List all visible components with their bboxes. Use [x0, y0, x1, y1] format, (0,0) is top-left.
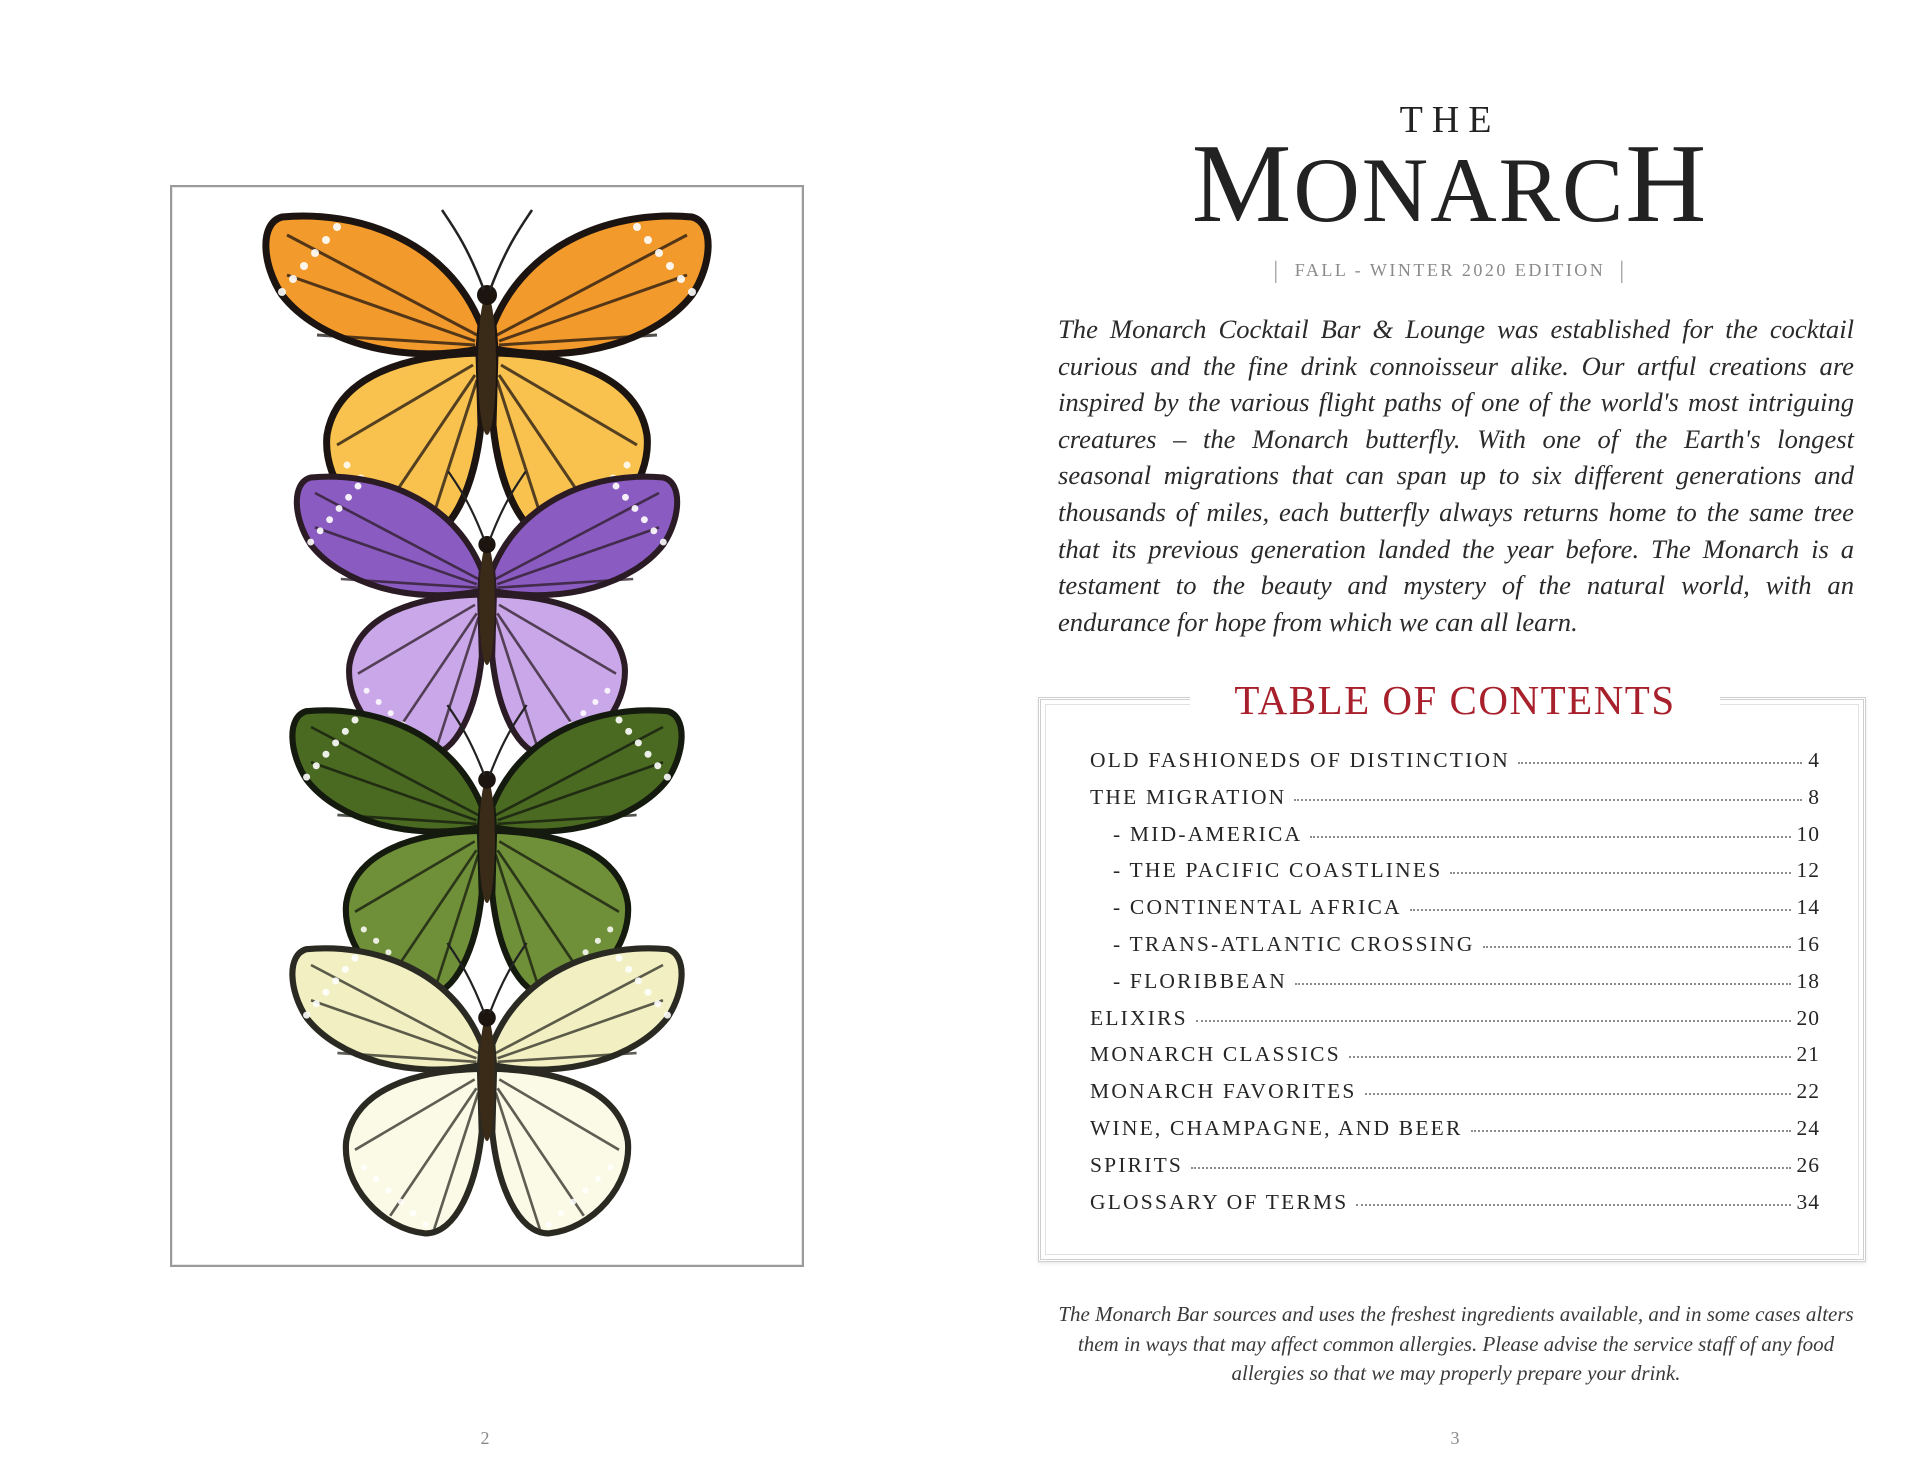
title-monarch [1080, 122, 1820, 246]
toc-entry [1090, 1006, 1820, 1043]
toc-entry-page: 10 [1796, 821, 1820, 846]
toc-entry [1090, 895, 1820, 932]
divider-bar-left: | [1273, 258, 1281, 284]
toc-entry-page: 8 [1808, 784, 1820, 809]
toc-entry [1090, 822, 1820, 859]
toc-dot-leader [1310, 836, 1790, 838]
toc-entry-label: OLD FASHIONEDS OF DISTINCTION [1090, 748, 1510, 772]
toc-entry [1090, 858, 1820, 895]
title-last-letter: H [1625, 122, 1709, 246]
toc-entry [1090, 1042, 1820, 1079]
toc-entry [1090, 1116, 1820, 1153]
title-middle: ONARC [1293, 139, 1626, 241]
toc-dot-leader [1356, 1204, 1790, 1206]
toc-dot-leader [1483, 946, 1791, 948]
toc-entry-label: MONARCH FAVORITES [1090, 1079, 1357, 1104]
toc-dot-leader [1294, 799, 1802, 801]
toc-entry-label: - CONTINENTAL AFRICA [1113, 895, 1402, 920]
butterfly-illustration [172, 187, 802, 1265]
toc-entry-page: 26 [1796, 1152, 1820, 1177]
toc-title: TABLE OF CONTENTS [1190, 676, 1720, 724]
butterfly-plate [170, 185, 804, 1267]
toc-dot-leader [1518, 762, 1802, 764]
toc-entry-page: 12 [1796, 858, 1820, 883]
toc-entry [1090, 1153, 1820, 1190]
toc-entry-page: 22 [1796, 1079, 1820, 1104]
toc-entry-label: - MID-AMERICA [1113, 821, 1303, 846]
toc-entry-label: THE MIGRATION [1090, 784, 1287, 809]
toc-entry-page: 20 [1796, 1005, 1820, 1030]
toc-entry-page: 4 [1808, 748, 1820, 772]
toc-dot-leader [1349, 1056, 1791, 1058]
divider-bar-right: | [1619, 258, 1627, 284]
toc-entry-label: MONARCH CLASSICS [1090, 1042, 1341, 1067]
edition-text: FALL - WINTER 2020 EDITION [1294, 260, 1606, 280]
left-page-number: 2 [480, 1428, 490, 1448]
toc-entry [1090, 748, 1820, 785]
title-the: THE [1399, 99, 1501, 141]
toc-entry-page: 14 [1796, 895, 1820, 920]
toc-dot-leader [1471, 1130, 1791, 1132]
toc-dot-leader [1295, 983, 1791, 985]
allergy-footnote: The Monarch Bar sources and uses the freshest ingredients available, and in some cases alters them in ways that may affect common allergies. Please advise the service staff of any food allergies so that we may properly prepare your drink. [1058, 1302, 1854, 1385]
toc-entry [1090, 785, 1820, 822]
toc-entry-page: 18 [1796, 968, 1820, 993]
toc-entry [1090, 969, 1820, 1006]
toc-entry [1090, 1079, 1820, 1116]
toc-entry-label: SPIRITS [1090, 1152, 1184, 1177]
toc-entry-label: ELIXIRS [1090, 1005, 1188, 1030]
edition-line [1140, 258, 1760, 285]
toc-entry-label: - TRANS-ATLANTIC CROSSING [1113, 931, 1475, 956]
toc-entry-page: 16 [1796, 931, 1820, 956]
toc-entry-label: GLOSSARY OF TERMS [1090, 1189, 1349, 1214]
toc-dot-leader [1450, 872, 1790, 874]
toc-entry [1090, 1190, 1820, 1227]
toc-entry-page: 34 [1796, 1189, 1820, 1214]
toc-list [1090, 748, 1820, 1226]
toc-entry-label: WINE, CHAMPAGNE, AND BEER [1090, 1115, 1463, 1140]
toc-entry [1090, 932, 1820, 969]
pale-white-butterfly [292, 943, 681, 1233]
toc-dot-leader [1365, 1093, 1791, 1095]
toc-entry-label: - FLORIBBEAN [1113, 968, 1287, 993]
toc-entry-page: 24 [1796, 1115, 1820, 1140]
intro-paragraph: The Monarch Cocktail Bar & Lounge was established for the cocktail curious and the fine drink connoisseur alike. Our artful creations are inspired by the various flight paths of one of the world's most intriguing creatures – the Monarch butterfly. With one of the Earth's longest seasonal migrations that can span up to six different generations and thousands of miles, each butterfly always returns home to the same tree that its previous generation landed the year before. The Monarch is a testament to the beauty and mystery of the natural world, with an endurance for hope from which we can all learn. [1058, 314, 1854, 637]
right-page-number: 3 [1450, 1428, 1460, 1448]
toc-dot-leader [1196, 1020, 1791, 1022]
toc-dot-leader [1410, 909, 1791, 911]
title-first-letter: M [1191, 122, 1294, 246]
toc-entry-page: 21 [1796, 1042, 1820, 1067]
toc-dot-leader [1191, 1167, 1790, 1169]
toc-entry-label: - THE PACIFIC COASTLINES [1113, 858, 1443, 883]
